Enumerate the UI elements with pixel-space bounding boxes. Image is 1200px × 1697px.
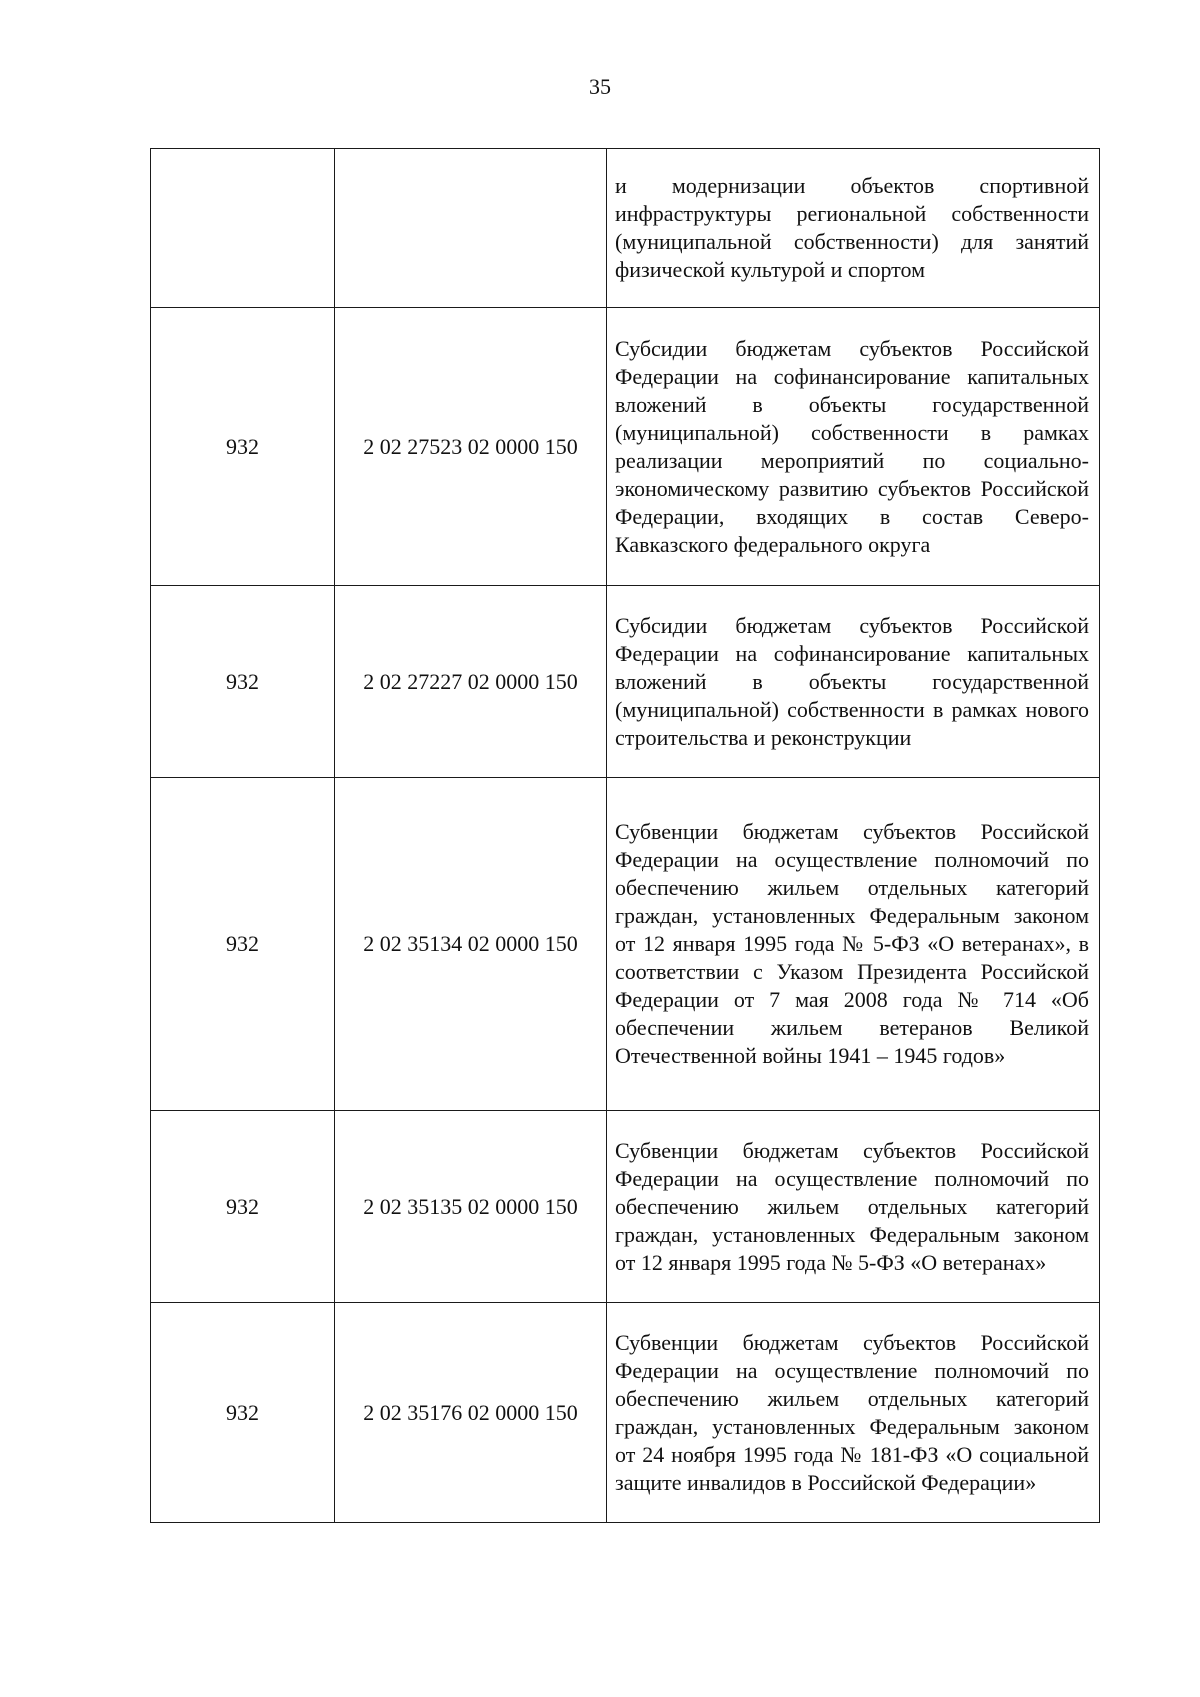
description-text: Субвенции бюджетам субъектов Российской Федерации на осуществление полномочий по обеспечению жильем отдельных категорий граждан, установленных Федеральным законом от 12 января 1995 года № 5-ФЗ «О ветеранах», в соответствии с Указом Президента Российской Федерации от 7 мая 2008 года № 714 «Об обеспечении жильем ветеранов Великой Отечественной войны 1941 – 1945 годов» xyxy=(615,819,1089,1068)
income-code-cell: 2 02 27523 02 0000 150 xyxy=(335,308,607,586)
income-code-cell: 2 02 35135 02 0000 150 xyxy=(335,1111,607,1303)
table-row xyxy=(151,1303,1100,1523)
description-cell xyxy=(607,149,1100,308)
description-text: и модернизации объектов спортивной инфраструктуры региональной собственности (муниципальной собственности) для занятий физической культурой и спортом xyxy=(615,173,1089,282)
budget-income-table xyxy=(150,148,1100,1523)
description-cell xyxy=(607,1303,1100,1523)
description-cell xyxy=(607,586,1100,778)
admin-code-cell: 932 xyxy=(151,586,335,778)
table-row xyxy=(151,308,1100,586)
description-cell xyxy=(607,778,1100,1111)
description-cell xyxy=(607,1111,1100,1303)
admin-code-cell: 932 xyxy=(151,308,335,586)
description-text: Субвенции бюджетам субъектов Российской Федерации на осуществление полномочий по обеспечению жильем отдельных категорий граждан, установленных Федеральным законом от 24 ноября 1995 года № 181-ФЗ «О социальной защите инвалидов в Российской Федерации» xyxy=(615,1329,1089,1495)
table-row xyxy=(151,149,1100,308)
description-cell xyxy=(607,308,1100,586)
income-code-cell xyxy=(335,149,607,308)
description-text: Субвенции бюджетам субъектов Российской Федерации на осуществление полномочий по обеспечению жильем отдельных категорий граждан, установленных Федеральным законом от 12 января 1995 года № 5-ФЗ «О ветеранах» xyxy=(615,1137,1089,1275)
table-row xyxy=(151,1111,1100,1303)
table-row xyxy=(151,778,1100,1111)
income-code-cell: 2 02 35134 02 0000 150 xyxy=(335,778,607,1111)
admin-code-cell: 932 xyxy=(151,778,335,1111)
page-number: 35 xyxy=(589,74,611,99)
income-code-cell: 2 02 35176 02 0000 150 xyxy=(335,1303,607,1523)
description-text: Субсидии бюджетам субъектов Российской Федерации на софинансирование капитальных вложений в объекты государственной (муниципальной) собственности в рамках нового строительства и реконструкции xyxy=(615,612,1089,750)
description-text: Субсидии бюджетам субъектов Российской Федерации на софинансирование капитальных вложений в объекты государственной (муниципальной) собственности в рамках реализации мероприятий по социально-экономическому развитию субъектов Российской Федерации, входящих в состав Северо-Кавказского федерального округа xyxy=(615,335,1089,557)
income-code-cell: 2 02 27227 02 0000 150 xyxy=(335,586,607,778)
admin-code-cell xyxy=(151,149,335,308)
admin-code-cell: 932 xyxy=(151,1111,335,1303)
admin-code-cell: 932 xyxy=(151,1303,335,1523)
table-row xyxy=(151,586,1100,778)
